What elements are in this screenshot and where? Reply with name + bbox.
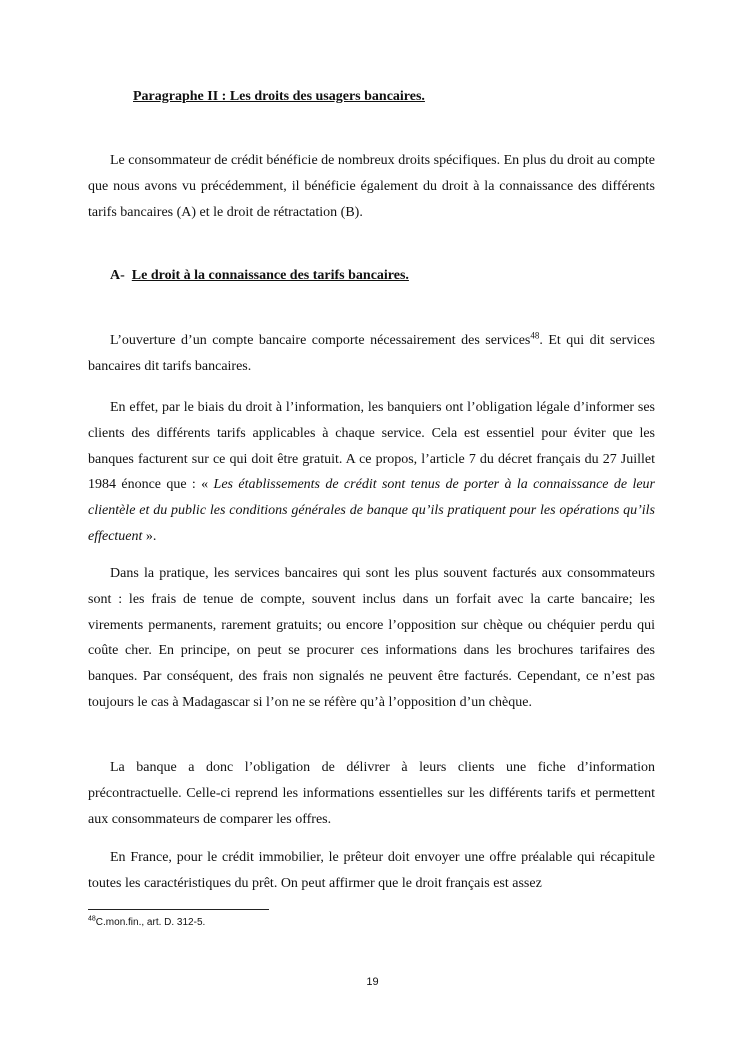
paragraph-information [88, 395, 655, 550]
footnote-number: 48 [88, 915, 96, 923]
page-number: 19 [366, 976, 379, 988]
section-title: Paragraphe II : Les droits des usagers bancaires. [133, 89, 425, 104]
paragraph-obligation: La banque a donc l’obligation de délivrer à leurs clients une fiche d’information précontractuelle. Celle-ci reprend les informations essentielles sur les différents tarifs et permettent aux consommateurs de comparer les offres. [88, 760, 655, 827]
paragraph-services-end: . Et qui dit services bancaires dit tarifs bancaires. [88, 333, 655, 374]
subsection-marker: A- [110, 268, 125, 283]
subsection-title: Le droit à la connaissance des tarifs bancaires. [131, 268, 409, 283]
intro-paragraph: Le consommateur de crédit bénéficie de nombreux droits spécifiques. En plus du droit au compte que nous avons vu précédemment, il bénéficie également du droit à la connaissance des différents tarifs bancaires (A) et le droit de rétractation (B). [88, 153, 655, 220]
decree-quote: Les établissements de crédit sont tenus de porter à la connaissance de leur clientèle et du public les conditions générales de banque qu’ils pratiquent pour les opérations qu’ils effectuent [88, 477, 655, 544]
footnote-text: C.mon.fin., art. D. 312-5. [95, 917, 206, 928]
footnote [88, 917, 205, 928]
paragraph-practice: Dans la pratique, les services bancaires qui sont les plus souvent facturés aux consommateurs sont : les frais de tenue de compte, souvent inclus dans un forfait avec la carte bancaire; les virements permanents, rarement gratuits; ou encore l’opposition sur chèque ou chéquier perdu qui coûte cher. En principe, on peut se procurer ces informations dans les brochures tarifaires des banques. Par conséquent, des frais non signalés ne peuvent être facturés. Cependant, ce n’est pas toujours le cas à Madagascar si l’on ne se réfère qu’à l’opposition d’un chèque. [88, 566, 655, 710]
paragraph-france: En France, pour le crédit immobilier, le prêteur doit envoyer une offre préalable qui récapitule toutes les caractéristiques du prêt. On peut affirmer que le droit français est assez [88, 850, 655, 891]
footnote-reference: 48 [530, 330, 540, 341]
paragraph-services [88, 328, 655, 380]
paragraph-information-text: En effet, par le biais du droit à l’information, les banquiers ont l’obligation légale d’informer ses clients des différents tarifs applicables à chaque service. Cela est essentiel pour éviter que les banques facturent sur ce qui doit être gratuit. A ce propos, l’article 7 du décret français du 27 Juillet 1984 énonce que : « [88, 400, 655, 493]
subsection-heading [110, 268, 409, 284]
footnote-separator [88, 909, 269, 910]
paragraph-services-text: L’ouverture d’un compte bancaire comporte nécessairement des services [110, 333, 531, 348]
quote-close: ». [142, 528, 157, 544]
